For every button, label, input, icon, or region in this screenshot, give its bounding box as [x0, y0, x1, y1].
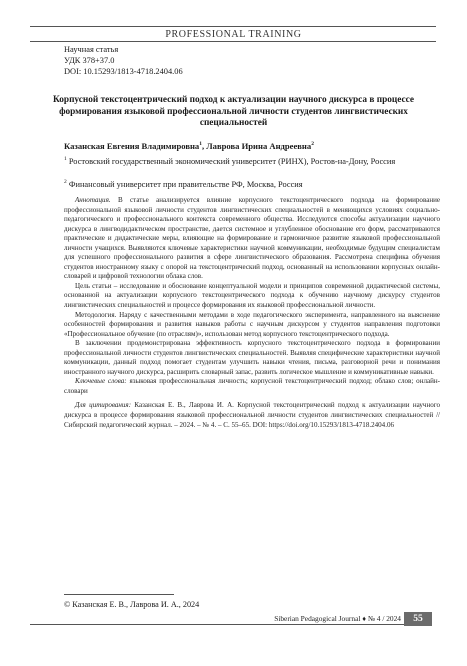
author-2: Лаврова Ирина Андреевна	[206, 141, 312, 151]
author-2-sup: 2	[311, 141, 314, 148]
page-number: 55	[404, 612, 432, 626]
affiliation-2-text: Финансовый университет при правительстве РФ, Москва, Россия	[68, 179, 303, 189]
udc-code: УДК 378+37.0	[64, 56, 115, 65]
keywords	[64, 377, 440, 396]
article-meta	[64, 44, 183, 77]
paragraph-goal: Цель статьи – исследование и обоснование концептуальной модели и принципов современной дидактической системы, основанной на актуализации корпусного текстоцентрического подхода к обучению научному дискурсу студентов лингвистических специальностей и процессе формирования их языковой профессиональной личности.	[64, 281, 440, 310]
keywords-text: языковая профессиональная личность; корпусной текстоцентрический подход; облако слов; онлайн-словари	[64, 377, 440, 395]
affiliation-2	[64, 177, 444, 190]
abstract	[64, 196, 440, 282]
citation	[64, 401, 440, 430]
header-rule-bottom	[30, 41, 436, 42]
affiliation-1	[64, 154, 444, 167]
citation-label: Для цитирования:	[75, 401, 132, 410]
copyright-footnote: © Казанская Е. В., Лаврова И. А., 2024	[64, 600, 200, 609]
abstract-text: В статье анализируется влияние корпусного текстоцентрического подхода на формирование профессиональной языковой личности студентов лингвистических специальностей в меняющихся условиях социально-педагогического и профессионального контекста современного общества. Исследуются способы актуализации научного дискурса в лингводидактическом пространстве, дается системное и углубленное обоснование его форм, рассматриваются практические и дидактические меры, влияющие на формирование и гармоничное развитие языковой профессиональной личности учащихся. Выявляются ключевые характеристики научной коммуникации, необходимые будущим специалистам для успешного профессионального развития в сфере лингвистического образования. Рассмотрена специфика обучения студентов иностранному языку с опорой на текстоцентрический подход, основанный на использовании корпусных онлайн-словарей и цифровой технологии облака слов.	[64, 196, 440, 281]
affiliation-1-text: Ростовский государственный экономический университет (РИНХ), Ростов-на-Дону, Россия	[68, 156, 396, 166]
citation-text: Казанская Е. В., Лаврова И. А. Корпусной текстоцентрический подход к актуализации научного дискурса в процессе формирования языковой профессиональной личности студентов лингвистических специальностей // Сибирский педагогический журнал. – 2024. – № 4. – С. 55–65. DOI: https://doi.org/10.15293/1813-4718.2404.06	[64, 401, 440, 429]
keywords-label: Ключевые слова:	[75, 377, 127, 386]
header-rule-top	[30, 26, 436, 27]
author-1: Казанская Евгения Владимировна	[64, 141, 200, 151]
running-header: PROFESSIONAL TRAINING	[165, 29, 302, 40]
abstract-label: Аннотация.	[75, 196, 111, 204]
affiliation-2-sup: 2	[64, 179, 67, 185]
article-title: Корпусной текстоцентрический подход к актуализации научного дискурса в процессе формирования языковой профессиональной личности студентов лингвистических специальностей	[52, 95, 415, 128]
article-type: Научная статья	[64, 45, 119, 54]
article-body	[64, 196, 440, 430]
paragraph-conclusion: В заключении продемонстрирована эффективность корпусного текстоцентрического подхода в формировании профессиональной личности студентов лингвистических специальностей. Выявляя специфические характеристики научной коммуникации, данный подход помогает студентам улучшить навыки чтения, письма, разговорной речи и понимания иностранного научного дискурса, расширить словарный запас, развить логическое мышление и коммуникативные навыки.	[64, 339, 440, 376]
author-1-sup: 1	[199, 141, 202, 148]
paragraph-methodology: Методология. Наряду с качественными методами в ходе педагогического эксперимента, направленного на выяснение особенностей формирования и развития навыков работы с научным дискурсом у студентов направления подготовки «Профессиональное обучение (по отраслям)», использован метод корпусного текстоцентрического подхода.	[64, 310, 440, 338]
author-separator: ,	[201, 141, 207, 151]
doi: DOI: 10.15293/1813-4718.2404.06	[64, 67, 183, 76]
affiliation-1-sup: 1	[64, 156, 67, 162]
authors-line	[64, 141, 314, 151]
footnote-rule	[64, 594, 174, 595]
footer-journal: Siberian Pedagogical Journal ♦ № 4 / 2024	[274, 614, 401, 623]
